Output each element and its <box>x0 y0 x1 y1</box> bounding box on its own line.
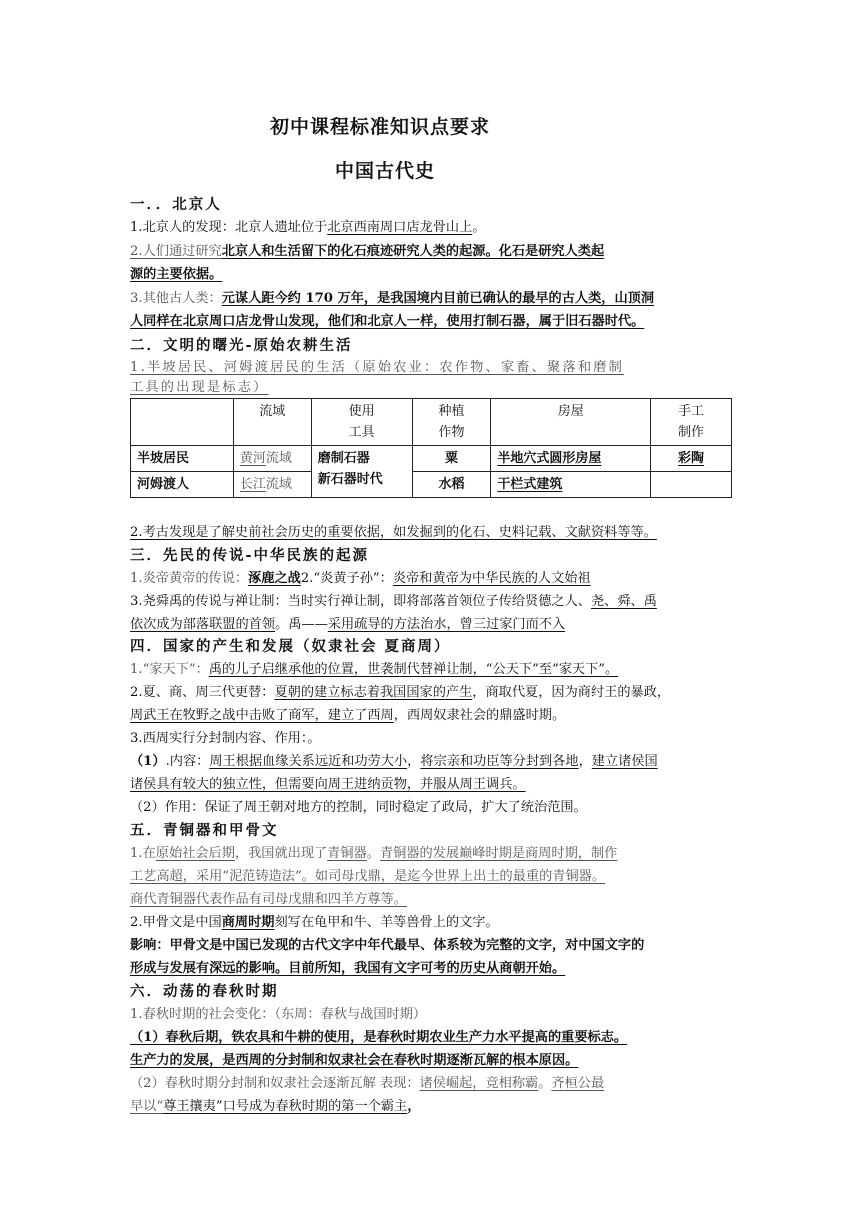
paragraph-line: （2）春秋时期分封制和奴隶社会逐渐瓦解 表现：诸侯崛起，竞相称霸。齐桓公最 <box>130 1076 605 1091</box>
table-header-cell: 手工 制作 <box>651 399 732 446</box>
section-heading-6: 六．动荡的春秋时期 <box>130 983 279 1000</box>
table-header-cell: 流域 <box>233 399 311 446</box>
table-cell: 水稻 <box>412 472 491 498</box>
section-heading-1: 一．．北京人 <box>130 196 222 213</box>
paragraph-line: 诸侯具有较大的独立性，但需要向周王进纳贡物，并服从周王调兵。 <box>130 777 526 792</box>
paragraph-line: 1.春秋时期的社会变化：（东周：春秋与战国时期） <box>130 1007 427 1022</box>
paragraph-line: 2.人们通过研究北京人和生活留下的化石痕迹研究人类的起源。化石是研究人类起 <box>130 244 605 259</box>
paragraph-line: 形成与发展有深远的影响。目前所知，我国有文字可考的历史从商朝开始。 <box>130 961 566 976</box>
section-heading-3: 三．先民的传说-中华民族的起源 <box>130 547 370 564</box>
paragraph-line: 工艺高超，采用“泥范铸造法”。如司母戊鼎，是迄今世界上出土的最重的青铜器。 <box>130 869 606 884</box>
document-title: 初中课程标准知识点要求 <box>270 116 491 138</box>
table-header-cell: 房屋 <box>491 399 651 446</box>
document-subtitle: 中国古代史 <box>335 160 436 182</box>
table-cell: 半坡居民 <box>131 446 234 472</box>
paragraph-line: （1）春秋后期，铁农具和牛耕的使用，是春秋时期农业生产力水平提高的重要标志。 <box>130 1030 628 1045</box>
paragraph-line: 源的主要依据。 <box>130 267 223 282</box>
paragraph-line: 1.“家天下”：禹的儿子启继承他的位置，世袭制代替禅让制，“公天下”至“家天下”。 <box>130 662 619 677</box>
table-cell: 彩陶 <box>651 446 732 472</box>
paragraph-line: 影响：甲骨文是中国已发现的古代文字中年代最早、体系较为完整的文字，对中国文字的 <box>130 938 645 953</box>
section-heading-2: 二．文明的曙光-原始农耕生活 <box>130 337 353 354</box>
paragraph-line: 依次成为部落联盟的首领。禹——采用疏导的方法治水，曾三过家门而不入 <box>130 617 566 632</box>
paragraph-line: 早以“尊王攘夷”口号成为春秋时期的第一个霸主， <box>130 1099 421 1114</box>
paragraph-line: 3.其他古人类：元谋人距今约 170 万年，是我国境内目前已确认的最早的古人类，山顶洞 <box>130 291 655 306</box>
table-row <box>131 472 732 498</box>
table-row <box>131 446 732 472</box>
paragraph-line: 商代青铜器代表作品有司母戊鼎和四羊方尊等。 <box>130 892 407 907</box>
table-header-cell: 使用 工具 <box>311 399 412 446</box>
paragraph-line: 人同样在北京周口店龙骨山发现，他们和北京人一样，使用打制石器，属于旧石器时代。 <box>130 314 645 329</box>
paragraph-line: 生产力的发展，是西周的分封制和奴隶社会在春秋时期逐渐瓦解的根本原因。 <box>130 1053 579 1068</box>
table-cell: 半地穴式圆形房屋 <box>491 446 651 472</box>
paragraph-line: 2.考古发现是了解史前社会历史的重要依据，如发掘到的化石、史料记载、文献资料等等。 <box>130 525 657 540</box>
paragraph-line: 1.半坡居民、河姆渡居民的生活（原始农业：农作物、家畜、聚落和磨制 <box>130 360 624 375</box>
paragraph-line: 3.西周实行分封制内容、作用：。 <box>130 731 321 746</box>
paragraph-line: 周武王在牧野之战中击败了商军，建立了西周，西周奴隶社会的鼎盛时期。 <box>130 708 566 723</box>
paragraph-line: 工具的出现是标志） <box>130 380 269 395</box>
table-cell: 黄河流域 <box>233 446 311 472</box>
table-header-cell: 种植 作物 <box>412 399 491 446</box>
table-cell: 干栏式建筑 <box>491 472 651 498</box>
table-cell <box>651 472 732 498</box>
paragraph-line: 1.北京人的发现：北京人遗址位于北京西南周口店龙骨山上。 <box>130 220 486 235</box>
table-cell: 河姆渡人 <box>131 472 234 498</box>
paragraph-line: （1）.内容：周王根据血缘关系远近和功劳大小，将宗亲和功臣等分封到各地，建立诸侯国 <box>130 754 658 769</box>
paragraph-line: 1.炎帝黄帝的传说：涿鹿之战2.“炎黄子孙”：炎帝和黄帝为中华民族的人文始祖 <box>130 571 591 586</box>
table-cell <box>131 399 234 446</box>
table-cell: 粟 <box>412 446 491 472</box>
paragraph-line: 3.尧舜禹的传说与禅让制：当时实行禅让制，即将部落首领位子传给贤德之人、尧、舜、禹 <box>130 594 657 609</box>
prehistoric-life-table <box>130 398 732 498</box>
table-header-row <box>131 399 732 446</box>
table-cell: 磨制石器 新石器时代 <box>311 446 412 498</box>
table-cell: 长江流域 <box>233 472 311 498</box>
paragraph-line: （2）作用：保证了周王朝对地方的控制，同时稳定了政局，扩大了统治范围。 <box>130 800 587 815</box>
section-heading-5: 五．青铜器和甲骨文 <box>130 822 279 839</box>
paragraph-line: 2.甲骨文是中国商周时期刻写在龟甲和牛、羊等兽骨上的文字。 <box>130 915 499 930</box>
paragraph-line: 1.在原始社会后期，我国就出现了青铜器。青铜器的发展巅峰时期是商周时期，制作 <box>130 846 618 861</box>
section-heading-4: 四．国家的产生和发展（奴隶社会 夏商周） <box>130 638 451 655</box>
paragraph-line: 2.夏、商、周三代更替：夏朝的建立标志着我国国家的产生，商取代夏，因为商纣王的暴政， <box>130 685 671 700</box>
